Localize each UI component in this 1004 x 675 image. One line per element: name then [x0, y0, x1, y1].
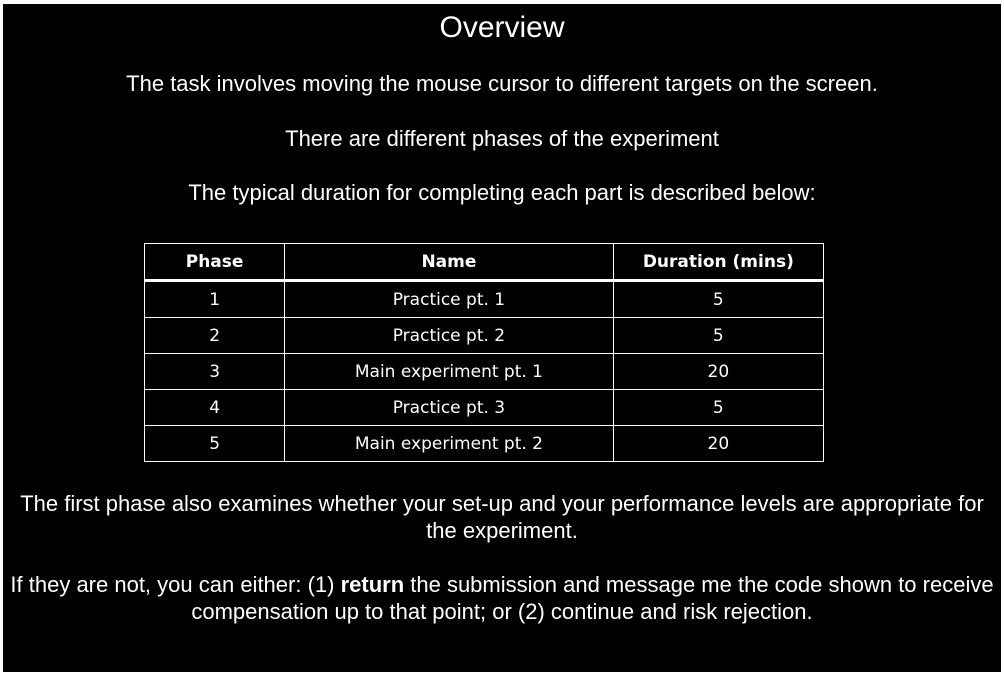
return-keyword: return — [340, 572, 405, 597]
column-header-name: Name — [285, 244, 613, 281]
phase-cell: 5 — [145, 426, 285, 462]
phase-cell: 3 — [145, 354, 285, 390]
name-cell: Practice pt. 3 — [285, 390, 613, 426]
options-note — [3, 571, 1001, 625]
table-header-row — [145, 244, 824, 281]
options-suffix: the submission and message me the code shown to receive compensation up to that point; or (2) continue and risk rejection. — [191, 572, 994, 624]
phase-cell: 2 — [145, 318, 285, 354]
first-phase-note: The first phase also examines whether your set-up and your performance levels are appropriate for the experiment. — [20, 491, 984, 543]
table-row — [145, 281, 824, 318]
table-row — [145, 318, 824, 354]
phase-cell: 4 — [145, 390, 285, 426]
options-prefix: If they are not, you can either: (1) — [10, 572, 341, 597]
table-row — [145, 426, 824, 462]
table-row — [145, 354, 824, 390]
duration-cell: 20 — [613, 426, 823, 462]
intro-phases-note: There are different phases of the experiment — [285, 126, 719, 151]
duration-cell: 5 — [613, 318, 823, 354]
phase-duration-table — [144, 243, 824, 462]
intro-duration-note: The typical duration for completing each part is described below: — [188, 180, 816, 205]
phase-cell: 1 — [145, 281, 285, 318]
name-cell: Main experiment pt. 2 — [285, 426, 613, 462]
duration-cell: 5 — [613, 390, 823, 426]
page-title: Overview — [439, 11, 565, 44]
duration-cell: 5 — [613, 281, 823, 318]
duration-cell: 20 — [613, 354, 823, 390]
instruction-screen — [3, 4, 1001, 672]
name-cell: Practice pt. 1 — [285, 281, 613, 318]
table-row — [145, 390, 824, 426]
name-cell: Practice pt. 2 — [285, 318, 613, 354]
intro-task-description: The task involves moving the mouse cursor to different targets on the screen. — [126, 71, 878, 96]
column-header-duration: Duration (mins) — [613, 244, 823, 281]
name-cell: Main experiment pt. 1 — [285, 354, 613, 390]
column-header-phase: Phase — [145, 244, 285, 281]
